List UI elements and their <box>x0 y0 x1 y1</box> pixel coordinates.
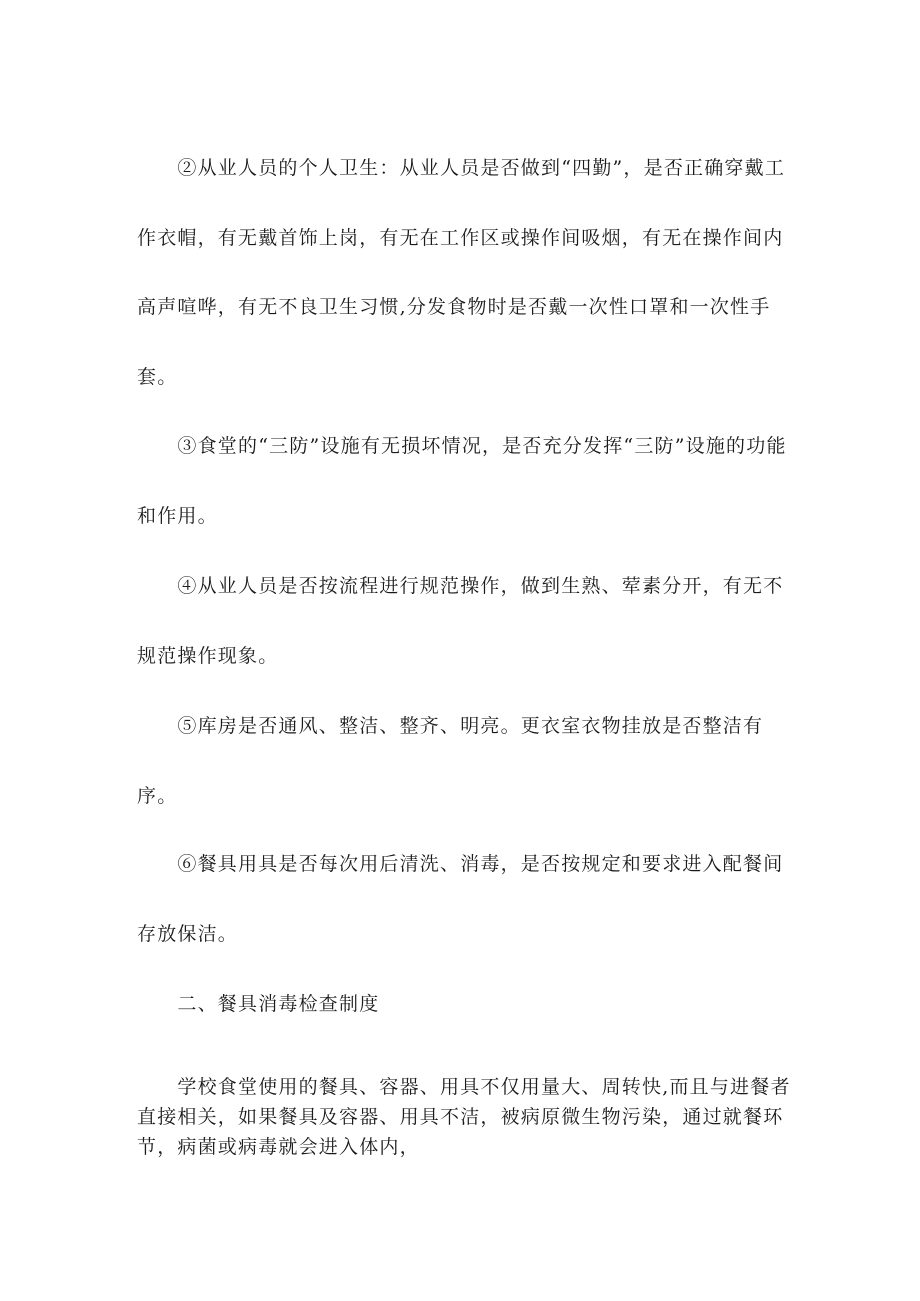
paragraph-personal-hygiene: ②从业人员的个人卫生：从业人员是否做到“四勤”，是否正确穿戴工作衣帽，有无戴首饰上岗，有无在工作区或操作间吸烟，有无在操作间内高声喧哗，有无不良卫生习惯,分发食物时是否戴一次性口罩和一次性手套。 <box>137 157 786 388</box>
section-heading-tableware-disinfection: 二、餐具消毒检查制度 <box>137 993 380 1015</box>
paragraph-three-prevention-facilities: ③食堂的“三防”设施有无损坏情况，是否充分发挥“三防”设施的功能和作用。 <box>137 435 787 527</box>
paragraph-tableware-cleaning: ⑥餐具用具是否每次用后清洗、消毒，是否按规定和要求进入配餐间存放保洁。 <box>137 853 784 945</box>
paragraph-tableware-risk: 学校食堂使用的餐具、容器、用具不仅用量大、周转快,而且与进餐者直接相关，如果餐具及容器、用具不洁，被病原微生物污染，通过就餐环节，病菌或病毒就会进入体内， <box>137 1076 791 1158</box>
paragraph-standard-operation: ④从业人员是否按流程进行规范操作，做到生熟、荤素分开，有无不规范操作现象。 <box>137 575 784 667</box>
paragraph-storage-room: ⑤库房是否通风、整洁、整齐、明亮。更衣室衣物挂放是否整洁有序。 <box>137 715 764 807</box>
